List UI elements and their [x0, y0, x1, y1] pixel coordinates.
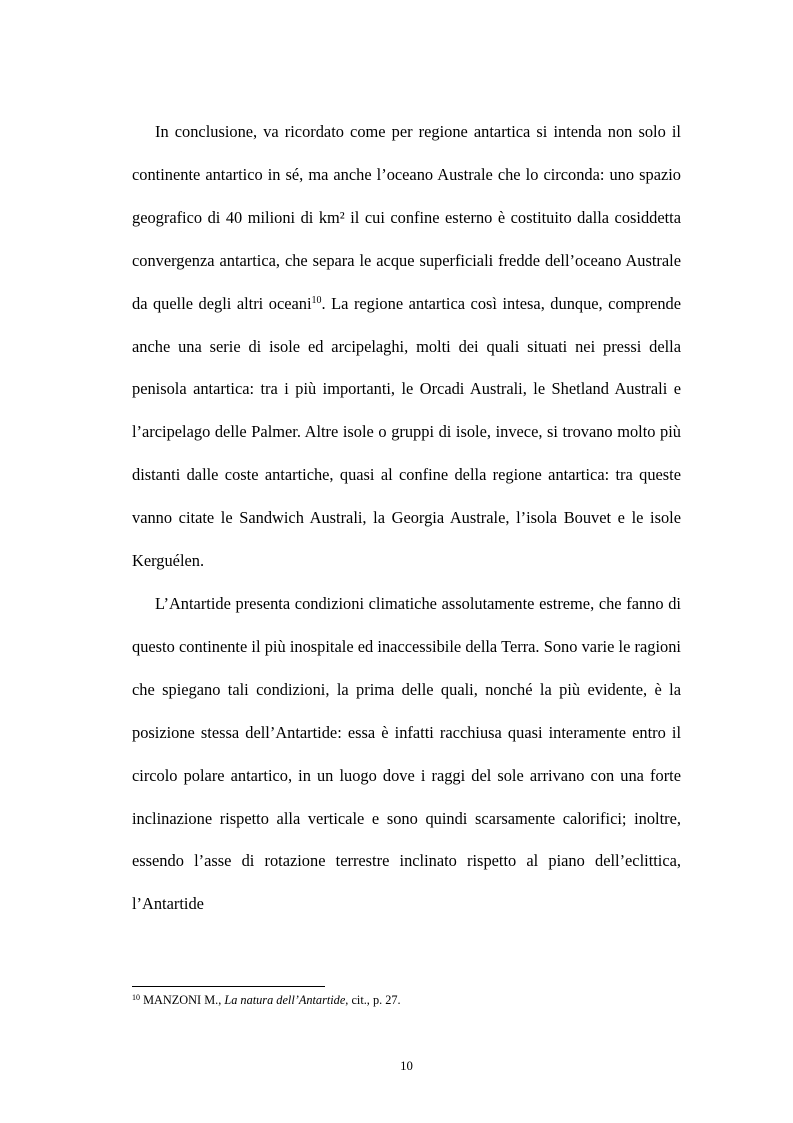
body-text — [132, 111, 681, 926]
footnote-title: La natura dell’Antartide — [224, 993, 346, 1007]
footnote-reference[interactable]: 10 — [311, 294, 322, 306]
paragraph-1 — [132, 111, 681, 583]
paragraph-2: L’Antartide presenta condizioni climatiche assolutamente estreme, che fanno di questo continente il più inospitale ed inaccessibile della Terra. Sono varie le ragioni che spiegano tali condizioni, la prima delle quali, nonché la più evidente, è la posizione stessa dell’Antartide: essa è infatti racchiusa quasi interamente entro il circolo polare antartico, in un luogo dove i raggi del sole arrivano con una forte inclinazione rispetto alla verticale e sono quindi scarsamente calorifici; inoltre, essendo l’asse di rotazione terrestre inclinato rispetto al piano dell’eclittica, l’Antartide — [132, 593, 681, 914]
footnote-author: MANZONI M., — [140, 993, 225, 1007]
paragraph-1-text-after-note: . La regione antartica così intesa, dunque, comprende anche una serie di isole ed arcipelaghi, molti dei quali situati nei pressi della penisola antartica: tra i più importanti, le Orcadi Australi, le Shetland Australi e l’arcipelago delle Palmer. Altre isole o gruppi di isole, invece, si trovano molto più distanti dalle coste antartiche, quasi al confine della regione antartica: tra queste vanno citate le Sandwich Australi, la Georgia Australe, l’isola Bouvet e le isole Kerguélen. — [132, 293, 681, 571]
footnote-citation: , cit., p. 27. — [345, 993, 401, 1007]
page-number: 10 — [400, 1059, 413, 1073]
footnote-separator — [132, 986, 325, 987]
footnote-number: 10 — [132, 993, 140, 1002]
paragraph-1-text-before-note: In conclusione, va ricordato come per regione antartica si intenda non solo il continente antartico in sé, ma anche l’oceano Australe che lo circonda: uno spazio geografico di 40 milioni di km² il cui confine esterno è costituito dalla cosiddetta convergenza antartica, che separa le acque superficiali fredde dell’oceano Australe da quelle degli altri oceani — [132, 122, 681, 313]
footnote — [132, 993, 401, 1008]
